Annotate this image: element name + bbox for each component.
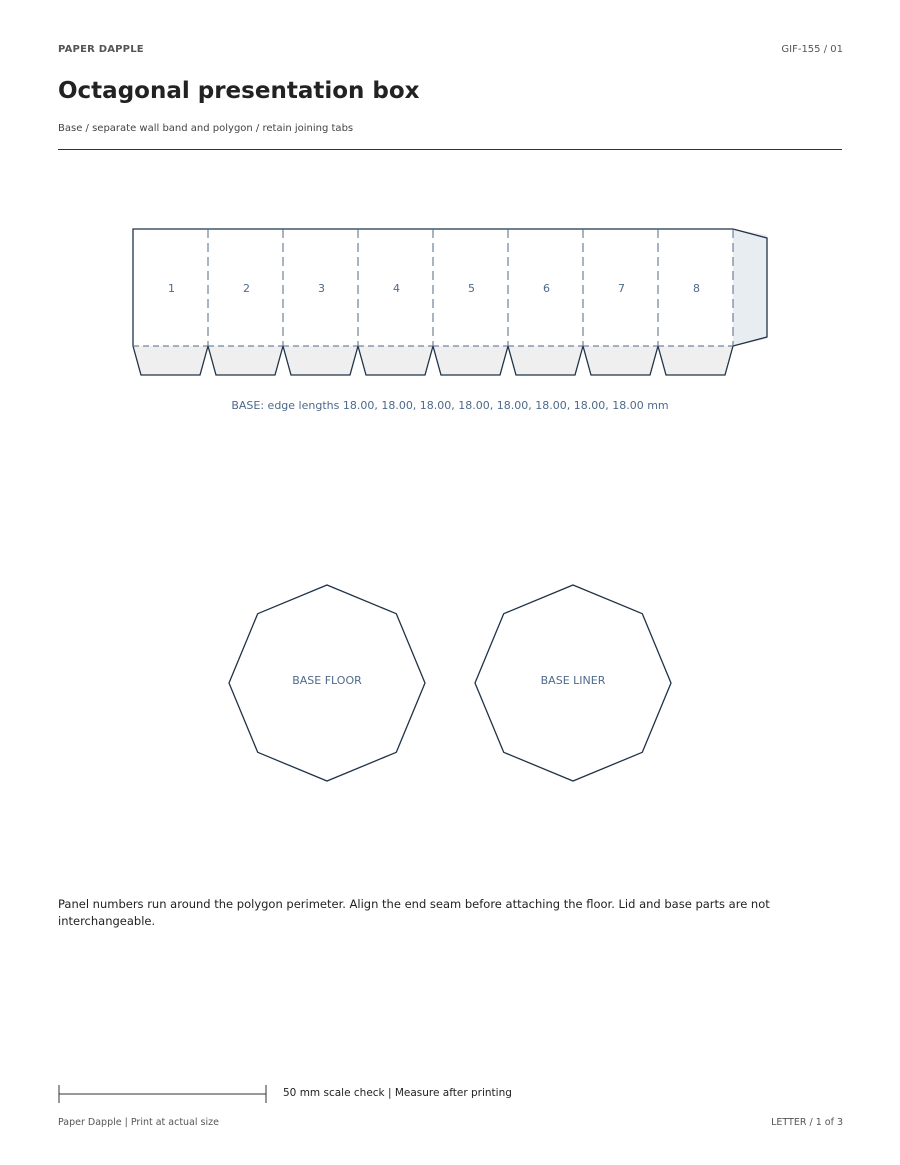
base-floor: [229, 585, 425, 781]
base-liner-label: BASE LINER: [540, 674, 606, 687]
panel-number: 3: [318, 282, 325, 295]
bottom-tab: [283, 346, 358, 375]
panel-number: 1: [168, 282, 175, 295]
panel-numbers: [168, 282, 700, 295]
panel-number: 6: [543, 282, 550, 295]
base-liner: [475, 585, 671, 781]
bottom-tab: [433, 346, 508, 375]
bottom-tab: [358, 346, 433, 375]
panel-number: 7: [618, 282, 625, 295]
bottom-tab: [133, 346, 208, 375]
fold-lines: [133, 229, 733, 346]
footer-right: LETTER / 1 of 3: [771, 1117, 843, 1128]
bottom-tab: [583, 346, 658, 375]
bottom-tab: [508, 346, 583, 375]
page-title: Octagonal presentation box: [58, 78, 420, 104]
scale-check-label: 50 mm scale check | Measure after printing: [283, 1087, 512, 1099]
panel-number: 2: [243, 282, 250, 295]
panel-number: 5: [468, 282, 475, 295]
wall-band: [133, 229, 767, 412]
assembly-notes: Panel numbers run around the polygon perimeter. Align the end seam before attaching the floor. Lid and base parts are not interchangeable.: [58, 897, 770, 928]
base-floor-label: BASE FLOOR: [292, 674, 362, 687]
scale-bar: [59, 1085, 266, 1103]
band-caption: BASE: edge lengths 18.00, 18.00, 18.00, 18.00, 18.00, 18.00, 18.00, 18.00 mm: [231, 399, 669, 412]
bottom-tab: [208, 346, 283, 375]
document-id: GIF-155 / 01: [781, 44, 843, 55]
brand-name: PAPER DAPPLE: [58, 44, 144, 55]
footer-left: Paper Dapple | Print at actual size: [58, 1117, 219, 1128]
panel-number: 4: [393, 282, 400, 295]
bottom-tabs: [133, 346, 733, 375]
page-subtitle: Base / separate wall band and polygon / retain joining tabs: [58, 123, 354, 134]
panel-number: 8: [693, 282, 700, 295]
glue-flap: [733, 229, 767, 346]
bottom-tab: [658, 346, 733, 375]
